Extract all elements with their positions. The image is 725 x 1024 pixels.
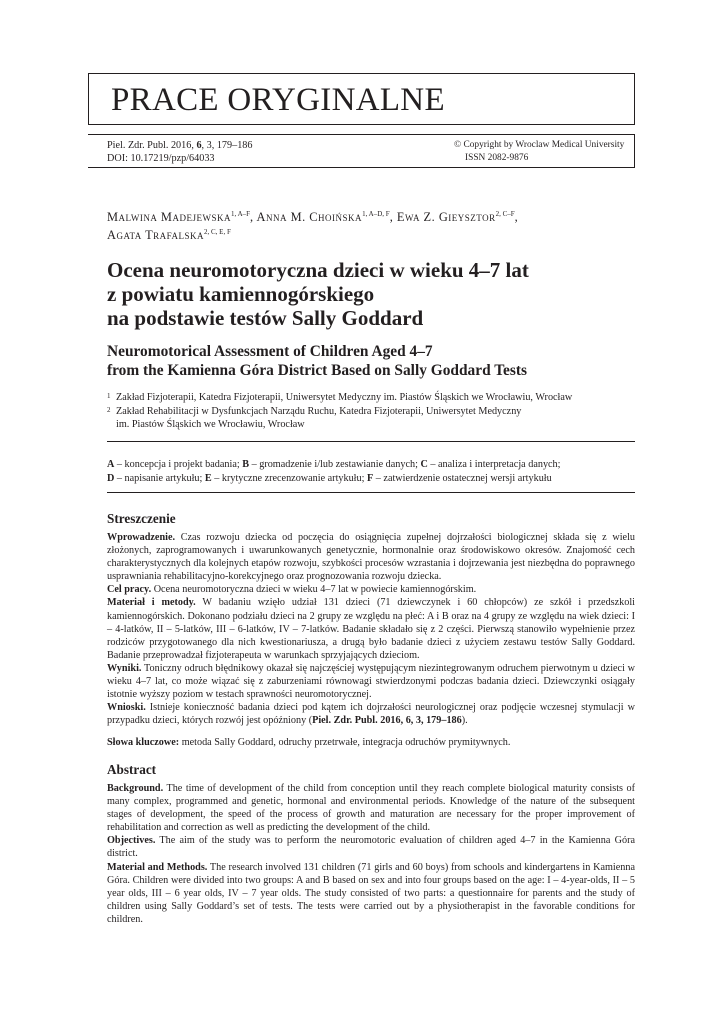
citation-pages: , 3, 179–186: [201, 140, 253, 151]
paragraph-label: Materiał i metody.: [107, 597, 196, 609]
issn-line: ISSN 2082-9876: [465, 153, 529, 163]
citation-line: [107, 139, 252, 152]
author-affiliation-sup: 2, C, E, F: [204, 228, 231, 236]
paragraph-label: Wyniki.: [107, 662, 142, 674]
author-name: Malwina Madejewska: [107, 210, 231, 224]
citation-block: [107, 139, 252, 165]
streszczenie-section: [107, 511, 635, 750]
copyright-line: © Copyright by Wroclaw Medical University: [454, 140, 625, 150]
paragraph-label: Objectives.: [107, 835, 156, 847]
publication-info-box: [88, 134, 635, 168]
citation-text: Piel. Zdr. Publ. 2016,: [107, 140, 197, 151]
abstract-paragraph: [107, 531, 635, 583]
affiliation-number: 2: [107, 405, 111, 414]
keywords-paragraph: [107, 736, 635, 749]
affiliation-text: Zakład Rehabilitacji w Dysfunkcjach Narządu Ruchu, Katedra Fizjoterapii, Uniwersytet Medyczny: [116, 405, 522, 417]
paragraph-label: Material and Methods.: [107, 861, 208, 873]
contribution-letter: B: [242, 459, 250, 470]
contribution-letter: E: [204, 472, 212, 484]
contribution-text: – analiza i interpretacja danych;: [427, 459, 561, 470]
author-separator: ,: [514, 210, 519, 224]
paragraph-text: Ocena neuromotoryczna dzieci w wieku 4–7 lat w powiecie kamiennogórskim.: [151, 584, 477, 596]
paragraph-label: Background.: [107, 783, 164, 794]
affiliation-text: Zakład Fizjoterapii, Katedra Fizjoterapii, Uniwersytet Medyczny im. Piastów Śląskich we Wrocławiu, Wrocław: [116, 392, 573, 403]
author-affiliation-sup: 1, A–D, F: [362, 210, 390, 218]
paragraph-text: Istnieje konieczność badania dzieci pod kątem ich dojrzałości neurologicznej oraz podjęcie wczesnej stymulacji w przypadku dzieci, których rozwój jest opóźniony (: [107, 702, 635, 727]
title-line: z powiatu kamiennogórskiego: [107, 282, 375, 306]
abstract-paragraph: [107, 834, 635, 860]
paragraph-text: Czas rozwoju dziecka od poczęcia do osiągnięcia zupełnej dojrzałości biologicznej składa się z wielu złożonych, zaprogramowanych i uwarunkowanych genetycznie, hormonalnie oraz środowiskowo okresów. Znajomość cech charakterystycznych dla kolejnych etapów rozwoju, szybkości procesów wzrastania i dojrzewania jest niezbędna do poprawnego usprawniania rehabilitacyjno-korekcyjnego oraz prognozowania rozwoju dziecka.: [107, 532, 635, 583]
author-name: Anna M. Choińska: [256, 210, 363, 224]
affiliation-1: [107, 391, 637, 405]
streszczenie-heading: Streszczenie: [107, 511, 176, 526]
author-list: [107, 208, 627, 244]
paragraph-text: The research involved 131 children (71 girls and 60 boys) from schools and kindergartens in Kamienna Góra. Children were divided into two groups: A and B based on sex and into four groups based on the age: I – 4-year-olds, II – 5 year olds, III – 6 year olds, IV – 7 year olds. The study consisted of two parts: a questionnaire for parents and the study of children using Sally Goddard’s set of tests. The tests were carried out by a physiotherapist in the favorable conditions for children.: [107, 861, 635, 925]
abstract-paragraph: [107, 701, 635, 727]
paragraph-text: The time of development of the child from conception until they reach complete biological maturity consists of many complex, programmed and genetic, hormonal and environmental periods. Knowledge of the nature of the subsequent stages of development, the speed of the process of growth and maturation are necessary for the proper improvement of rehabilitation and correction as well as predicting the development of the child.: [107, 783, 635, 834]
title-line: from the Kamienna Góra District Based on Sally Goddard Tests: [107, 362, 527, 379]
author-contributions: [107, 458, 632, 485]
contribution-text: – gromadzenie i/lub zestawianie danych;: [249, 459, 421, 470]
keywords-text: metoda Sally Goddard, odruchy przetrwałe, integracja odruchów prymitywnych.: [179, 737, 511, 749]
affiliation-number: 1: [107, 392, 111, 400]
abstract-paragraph: [107, 583, 635, 596]
copyright-block: [454, 139, 624, 165]
abstract-paragraph: [107, 596, 635, 661]
title-line: Neuromotorical Assessment of Children Aged 4–7: [107, 343, 433, 360]
section-header-box: [88, 73, 635, 125]
abstract-heading: Abstract: [107, 762, 157, 777]
abstract-section: [107, 762, 635, 926]
divider-bottom: [107, 492, 635, 493]
contribution-text: – napisanie artykułu;: [114, 472, 205, 484]
contribution-letter: D: [107, 472, 115, 484]
contribution-text: – koncepcja i projekt badania;: [114, 459, 243, 470]
title-line: Ocena neuromotoryczna dzieci w wieku 4–7 lat: [107, 258, 529, 282]
paragraph-text: W badaniu wzięło udział 131 dzieci (71 dziewczynek i 60 chłopców) ze szkół i przedszkoli kamiennogórskich. Dokonano podziału dzieci na 2 grupy ze względu na płeć: A i B oraz na 4 grupy ze względu na wiek dzieci: I – 4-latków, II – 5-latków, III – 6-latków, IV – 7-latków. Badanie składało się z 2 części. Pierwszą stanowiło wypełnienie przez rodziców przygotowanego dla nich kwestionariusza, a drugą było badanie dzieci z użyciem zestawu testów Sally Goddard. Badanie przeprowadzał fizjoterapeuta w warunkach sprzyjających dzieciom.: [107, 597, 636, 661]
title-line: na podstawie testów Sally Goddard: [107, 306, 424, 330]
author-name: Ewa Z. Gieysztor: [396, 210, 496, 224]
author-affiliation-sup: 2, C–F: [495, 210, 515, 218]
doi-line: DOI: 10.17219/pzp/64033: [107, 153, 215, 164]
article-title-english: [107, 342, 627, 380]
abstract-paragraph: [107, 782, 635, 834]
contribution-letter: A: [107, 459, 115, 470]
article-title-polish: [107, 258, 627, 330]
abstract-paragraph: [107, 861, 635, 926]
paragraph-label: Wprowadzenie.: [107, 532, 176, 543]
affiliation-2: [107, 405, 637, 432]
keywords-label: Słowa kluczowe:: [107, 737, 180, 749]
citation-volume: 6: [196, 140, 202, 151]
author-separator: ,: [389, 210, 397, 224]
contribution-letter: F: [367, 472, 374, 484]
paragraph-label: Cel pracy.: [107, 584, 152, 596]
abstract-paragraph: [107, 662, 635, 701]
author-name: Agata Trafalska: [107, 228, 205, 242]
author-affiliation-sup: 1, A–F: [230, 210, 251, 218]
author-separator: ,: [250, 210, 257, 224]
citation-inline: Piel. Zdr. Publ. 2016, 6, 3, 179–186: [312, 715, 462, 727]
paragraph-text: The aim of the study was to perform the neuromotoric evaluation of children aged 4–7 in the Kamienna Góra district.: [107, 835, 635, 860]
affiliation-text: im. Piastów Śląskich we Wrocławiu, Wrocław: [116, 419, 305, 430]
affiliations: [107, 391, 637, 432]
paragraph-text: Toniczny odruch błędnikowy okazał się najczęściej występującym niezintegrowanym odruchem pierwotnym u dzieci w wieku 4–7 lat, co może wiązać się z zaburzeniami równowagi stwierdzonymi podczas badania dzieci. Dziewczynki osiągały istotnie wyższy poziom w testach sprawności neuromotorycznej.: [107, 662, 635, 701]
paragraph-label: Wnioski.: [107, 702, 146, 714]
contribution-text: – zatwierdzenie ostatecznej wersji artykułu: [373, 472, 552, 484]
section-header-title: PRACE ORYGINALNE: [111, 82, 445, 118]
contribution-letter: C: [420, 459, 428, 470]
contribution-text: – krytyczne zrecenzowanie artykułu;: [211, 472, 367, 484]
divider-top: [107, 441, 635, 442]
paragraph-text: ).: [461, 715, 468, 727]
